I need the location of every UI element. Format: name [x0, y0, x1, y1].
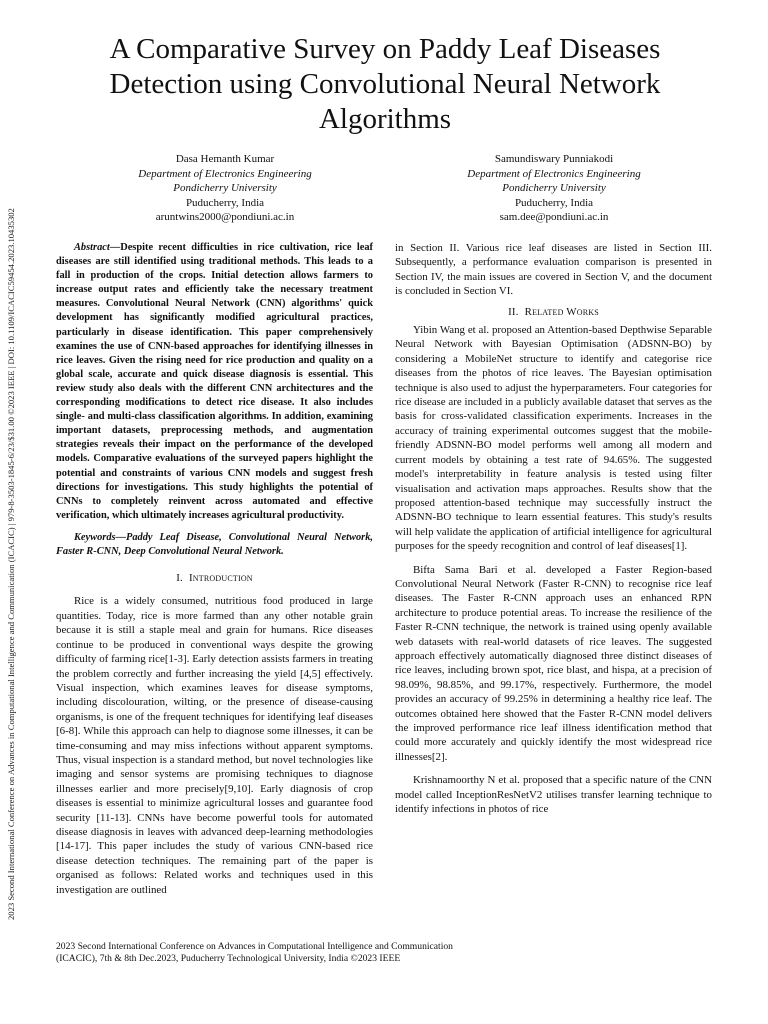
- footer-line-1: 2023 Second International Conference on Advances in Computational Intelligence and Communication: [56, 941, 453, 952]
- keywords-lead: Keywords: [74, 531, 116, 543]
- footer-line-2: (ICACIC), 7th & 8th Dec.2023, Puducherry Technological University, India ©2023 IEEE: [56, 953, 401, 964]
- related-paragraph-2: Bifta Sama Bari et al. developed a Faster Region-based Convolutional Neural Network (Faster R-CNN) to recognise rice leaf diseases. The Faster R-CNN approach uses an enhanced RPN architecture to produce potential areas. To increase the resilience of the Faster R-CNN technique, the network is trained using openly available web datasets with real-world datasets of rice leaves. The suggested approach effectively automatically diagnosed three distinct diseases of rice leaves, including brown spot, rice blast, and hispa, at a precision of 98.09%, 98.85%, and 99.17%, respectively. Furthermore, the model provides an accuracy of 99.25% in determining a healthy rice leaf. The outcomes obtained here showed that the Faster R-CNN model delivers the improved performance rice leaf illness identification method that could more accurately and quickly identify the most widespread rice illnesses[2].: [395, 563, 712, 763]
- author-university: Pondicherry University: [502, 182, 606, 194]
- related-paragraph-3: Krishnamoorthy N et al. proposed that a specific nature of the CNN model called InceptionResNetV2 utilises transfer learning technique to identify infections in photos of rice: [395, 774, 712, 816]
- abstract: [56, 241, 373, 523]
- abstract-text: —Despite recent difficulties in rice cultivation, rice leaf diseases are still identified using traditional methods. This leads to a fall in production of the crops. Initial detection allows farmers to increase output rates and efficiently take the necessary treatment measures. Convolutional Neural Network (CNN) algorithms' quick development has significantly modified agricultural practices, particularly in disease identification. This paper comprehensively examines the use of CNN-based approaches for identifying illnesses in rice leaves. Given the rising need for rice production and quality on a global scale, accurate and quick disease diagnosis is essential. This review study also deals with the different CNN architectures and the corresponding modifications to detect rice disease. It also includes single- and multi-class classification algorithms. In addition, examining important datasets, preprocessing methods, and augmentation strategies reveals their impact on the performance of the developed models. Comparative evaluations of the surveyed papers highlight the potential and constraints of various CNN models and suggest fresh directions for investigations. This study highlights the potential of CNNs to completely reinvent across automated and effective verification, which ultimately increases agricultural productivity.: [56, 242, 373, 521]
- section-heading-introduction: [56, 571, 373, 585]
- side-doi-note: 2023 Second International Conference on Advances in Computational Intelligence and Communication (ICACIC) | 979-8-3503-1845-6/23/$31.00 ©2023 IEEE | DOI: 10.1109/ICACIC59454.2023.10435302: [6, 208, 16, 920]
- section-number: I.: [176, 572, 183, 585]
- intro-continuation: in Section II. Various rice leaf diseases are listed in Section III. Subsequently, a performance evaluation comparison is presented in Section IV, the main issues are covered in Section V, and the document is concluded in Section VI.: [395, 242, 712, 298]
- author-department: Department of Electronics Engineering: [467, 167, 641, 180]
- author-email: aruntwins2000@pondiuni.ac.in: [155, 211, 295, 223]
- author-block-1: [95, 152, 355, 225]
- paper-title: A Comparative Survey on Paddy Leaf Diseases Detection using Convolutional Neural Network Algorithms: [109, 33, 661, 135]
- left-column: [56, 241, 373, 897]
- author-block-2: [424, 152, 684, 225]
- author-department: Department of Electronics Engineering: [138, 167, 312, 180]
- abstract-lead: Abstract: [74, 242, 110, 253]
- author-name: Dasa Hemanth Kumar: [175, 153, 275, 165]
- author-location: Puducherry, India: [185, 196, 265, 209]
- author-university: Pondicherry University: [173, 182, 277, 194]
- section-number: II.: [508, 305, 519, 318]
- section-title: Introduction: [188, 572, 253, 585]
- author-email: sam.dee@pondiuni.ac.in: [499, 211, 609, 223]
- section-heading-related-works: [395, 305, 712, 319]
- intro-paragraph: Rice is a widely consumed, nutritious food produced in large quantities. Today, rice is more farmed than any other notable grain because it is still a staple meal and grain for humans. Rice diseases continue to be produced in conventional ways despite the growing difficulty of farming rice[1-3]. Early detection assists farmers in treating the problem correctly and further increasing the yield [4,5] effectively. Visual inspection, which examines leaves for disease symptoms, including discolouration, wilting, or the presence of disease-causing organisms, is one of the frequent techniques for identifying leaf diseases [6-8]. While this approach can help to diagnose some illnesses, it can be time-consuming and may miss infections without apparent symptoms. Thus, visual inspection is a standard method, but novel technologies like imaging and sensor systems are promising techniques to diagnose illnesses earlier and more precisely[9,10]. Early diagnosis of crop diseases is essential to minimize agricultural losses and guarantee food security [11-13]. CNNs have become powerful tools for automated disease diagnosis in leaves with advanced deep-learning methodologies [14-17]. This paper includes the study of various CNN-based rice disease detection techniques. The remaining part of the paper is organised as follows: Related works and techniques used in this investigation are outlined: [56, 595, 373, 896]
- related-paragraph-1: Yibin Wang et al. proposed an Attention-based Depthwise Separable Neural Network with Bayesian Optimisation (ADSNN-BO) by considering a MobileNet structure to identify and categorise rice diseases from the photos of rice leaves. The Bayesian optimisation technique is also used to adjust the hyperparameters. Four categories for rice disease are included in a publicly available dataset that serves as the basis for cross-validated classification experiments. Increases in the accuracy of training experimental outcomes suggest that the mobile-friendly ADSNN-BO model performs well among all modern and current models by obtaining a test rate of 94.65%. The suggested model's interpretability in feature analysis is tested using filter visualisation and activation maps approaches. Results show that the proposed attention-based technique may successfully instruct the ADSNN-BO technique to learn essential features. This study's results will help validate the application of artificial intelligence for agricultural purposes for the speedy recognition and control of leaf diseases[1].: [395, 324, 712, 553]
- author-location: Puducherry, India: [514, 196, 594, 209]
- keywords: [56, 531, 373, 559]
- section-title: Related Works: [524, 305, 599, 318]
- author-name: Samundiswary Punniakodi: [494, 153, 614, 165]
- conference-footer: [56, 941, 656, 965]
- keywords-text: —Paddy Leaf Disease, Convolutional Neural Network, Faster R-CNN, Deep Convolutional Neural Network.: [56, 531, 373, 557]
- right-column: [395, 241, 712, 816]
